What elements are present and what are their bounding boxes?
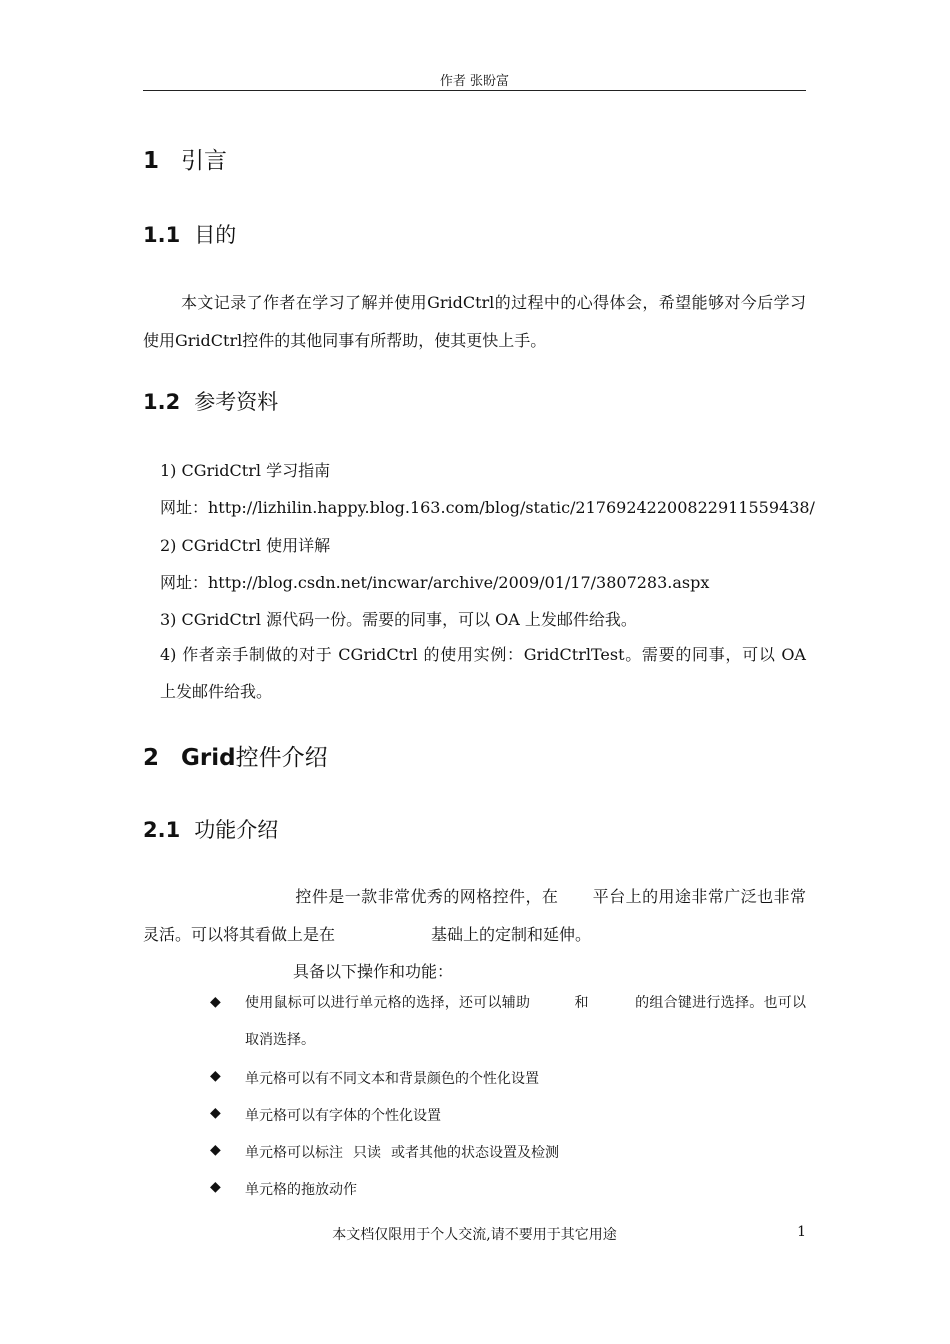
section-2-heading [143,739,328,772]
feature-text [245,1142,559,1162]
section-title: 功能介绍 [194,818,279,842]
section-1-2-heading [143,386,278,416]
section-2-1-heading [143,814,278,844]
intro-text-1: 控件是一款非常优秀的网格控件，在 [295,887,559,906]
reference-url: 网址：http://blog.csdn.net/incwar/archive/2009/01/17/3807283.aspx [160,573,710,592]
diamond-bullet-icon: ◆ [210,1068,221,1084]
section-number: 2.1 [143,818,181,842]
section-title: 引言 [181,148,228,174]
reference-item: 3) CGridCtrl 源代码一份。需要的同事，可以 OA 上发邮件给我。 [160,610,637,629]
reference-url: 网址：http://lizhilin.happy.blog.163.com/blog/static/21769242200822911559438/ [160,498,815,517]
feature-text-part: 的组合键进行选择。也可以取消选择。 [245,995,807,1048]
feature-text [245,985,806,1059]
feature-text: 单元格可以有不同文本和背景颜色的个性化设置 [245,1071,539,1087]
section-1-1-heading [143,219,236,249]
section-title-bold: Grid [181,745,236,771]
footer-text: 本文档仅限用于个人交流,请不要用于其它用途 [332,1227,617,1243]
feature-text: 单元格可以有字体的个性化设置 [245,1108,441,1124]
section-title: 目的 [194,223,237,247]
diamond-bullet-icon: ◆ [210,1105,221,1121]
diamond-bullet-icon: ◆ [210,1142,221,1158]
feature-text-part: 或者其他的状态设置及检测 [391,1145,559,1161]
page-number: 1 [797,1224,806,1240]
reference-item: 4) 作者亲手制做的对于 CGridCtrl 的使用实例：GridCtrlTest。需要的同事，可以 OA 上发邮件给我。 [160,645,806,701]
feature-text-part: 只读 [353,1145,381,1161]
reference-item: 1) CGridCtrl 学习指南 [160,461,331,480]
section-number: 1 [143,148,160,174]
header-rule [143,90,806,91]
section-number: 1.2 [143,390,181,414]
feature-text-part: 使用鼠标可以进行单元格的选择，还可以辅助 [245,995,531,1011]
features-intro-text: 具备以下操作和功能： [293,962,454,981]
reference-item: 2) CGridCtrl 使用详解 [160,536,331,555]
section-number: 1.1 [143,223,181,247]
section-1-heading [143,142,227,175]
intro-text-2: 平台上的用途非常广泛也非常灵活。可以将其看做上是在 [143,887,806,944]
feature-text-part: 和 [574,995,589,1011]
intro-paragraph [143,878,806,954]
page-header: 作者 张盼富 [439,74,510,89]
purpose-paragraph: 本文记录了作者在学习了解并使用GridCtrl的过程中的心得体会，希望能够对今后学习使用GridCtrl控件的其他同事有所帮助，使其更快上手。 [143,293,806,350]
feature-text: 单元格的拖放动作 [245,1182,357,1198]
diamond-bullet-icon: ◆ [210,994,221,1010]
section-title: 参考资料 [194,390,279,414]
section-number: 2 [143,745,160,771]
feature-text-part: 单元格可以标注 [245,1145,343,1161]
diamond-bullet-icon: ◆ [210,1179,221,1195]
intro-text-3: 基础上的定制和延伸。 [431,925,592,944]
section-title: 控件介绍 [235,745,328,771]
